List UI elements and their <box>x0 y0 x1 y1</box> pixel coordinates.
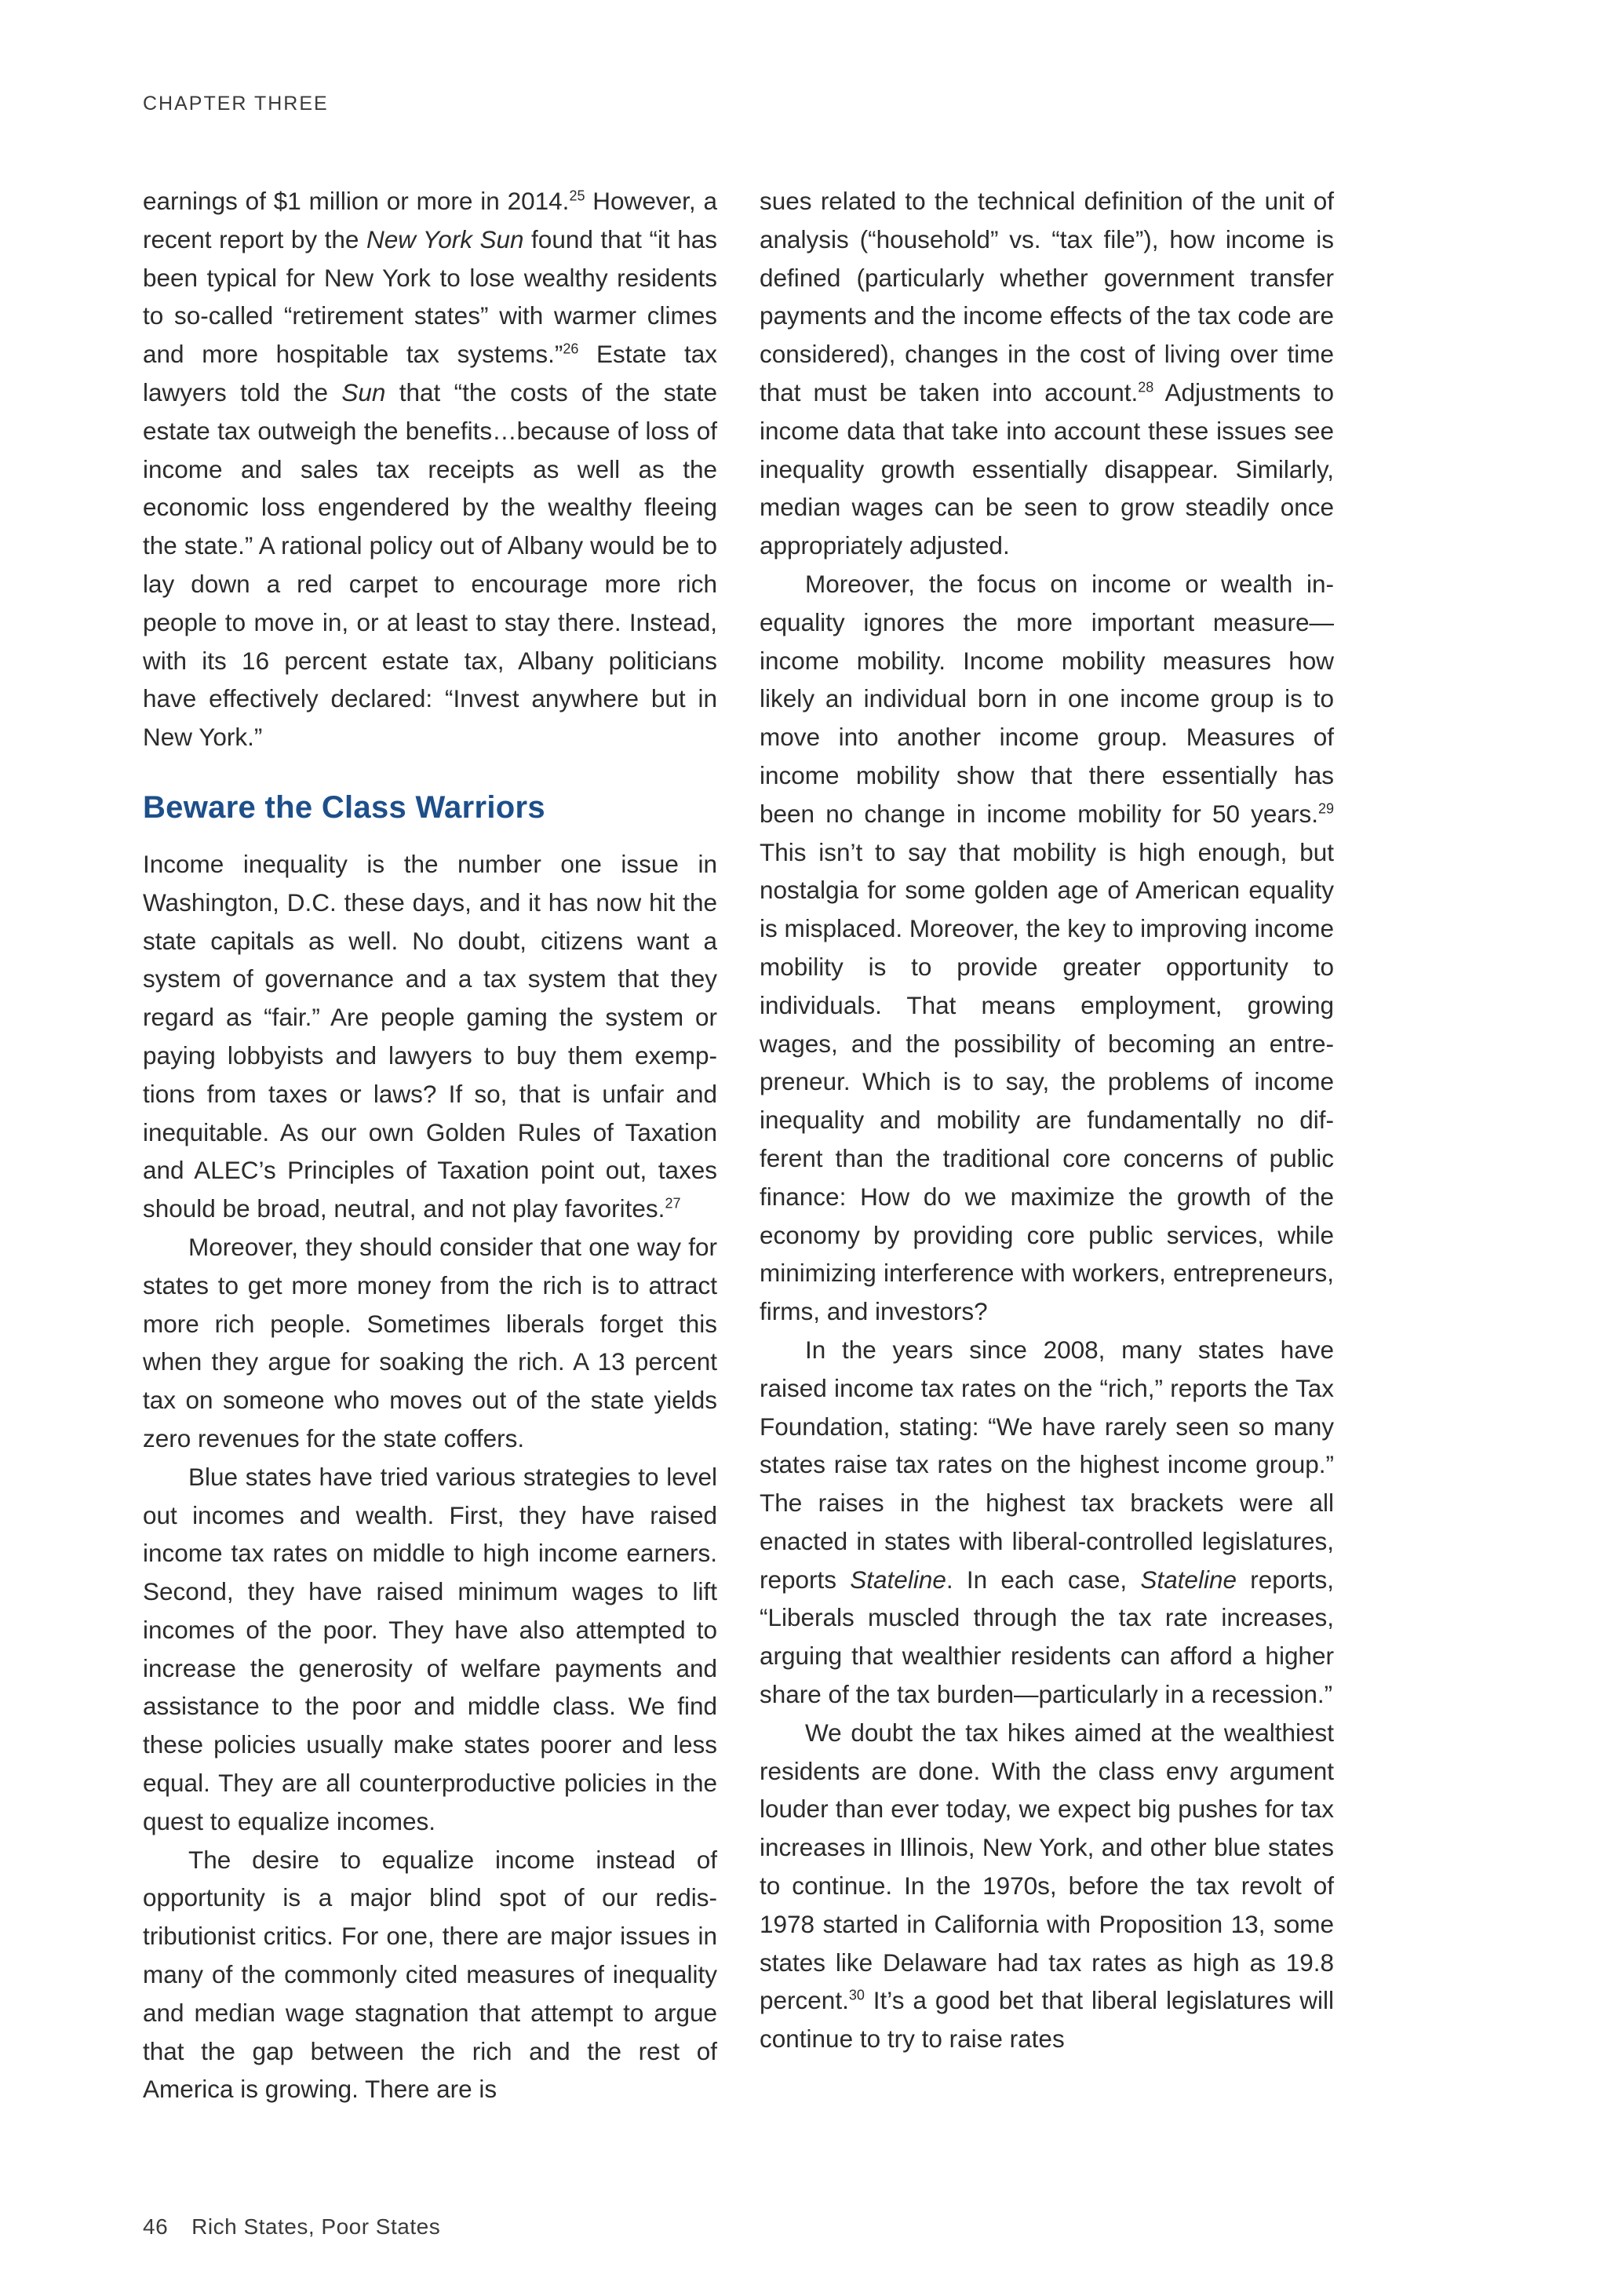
paragraph: Income inequality is the number one issue in Washington, D.C. these days, and it has now hit the state capitals as well. No doubt, citizens want a system of governance and a tax system that they regard as “fair.” Are people gaming the system or paying lobbyists and lawyers to buy them exemptions from taxes or laws? If so, that is unfair and inequitable. As our own Golden Rules of Taxation and ALEC’s Principles of Taxation point out, taxes should be broad, neutral, and not play favorites.$^{27}$ <box>143 849 717 1223</box>
paragraph: The desire to equalize income instead of opportunity is a major blind spot of our redistributionist critics. For one, there are major issues in many of the commonly cited measures of inequality and median wage stagnation that attempt to argue that the gap between the rich and the rest of America is growing. There are is <box>143 1845 717 2104</box>
page-number: 46 <box>143 2214 169 2239</box>
footnote-ref: 27 <box>665 1195 681 1212</box>
footnote-ref: 25 <box>569 188 585 204</box>
right-column <box>760 182 1334 2058</box>
running-head: CHAPTER THREE <box>143 93 329 115</box>
paragraph: We doubt the tax hikes aimed at the wealthiest residents are done. With the class envy argument louder than ever today, we expect big pushes for tax increases in Illinois, New York, and other blue states to continue. In the 1970s, before the tax revolt of 1978 started in California with Proposition 13, some states like Delaware had tax rates as high as 19.8 percent.$^{30}$ It’s a good bet that liberal legislatures will continue to try to raise rates <box>760 1718 1334 2054</box>
paragraph: Moreover, they should consider that one way for states to get more money from the rich is to attract more rich people. Sometimes liberals forget this when they argue for soaking the rich. A 13 percent tax on someone who moves out of the state yields zero revenues for the state coffers. <box>143 1232 717 1452</box>
section-heading: Beware the Class Warriors <box>143 789 545 825</box>
paragraph: Blue states have tried various strategies to level out incomes and wealth. First, they have raised income tax rates on middle to high income earners. Second, they have raised minimum wages to lift incomes of the poor. They have also attempted to increase the generosity of welfare payments and assistance to the poor and middle class. We find these policies usually make states poorer and less equal. They are all counterproductive policies in the quest to equalize incomes. <box>143 1462 717 1835</box>
paragraph: Moreover, the focus on income or wealth inequality ignores the more important measure—income mobility. Income mobility measures how likely an individual born in one income group is to move into another income group. Measures of income mobility show that there essentially has been no change in income mobility for 50 years.$^{29}$ This isn’t to say that mobility is high enough, but nostalgia for some golden age of American equality is misplaced. Moreover, the key to improving income mobility is to provide greater opportunity to individuals. That means employment, growing wages, and the possibility of becoming an entrepreneur. Which is to say, the problems of income inequality and mobility are fundamentally no different than the traditional core concerns of public finance: How do we maximize the growth of the economy by providing core public services, while minimizing interference with workers, entrepreneurs, firms, and investors? <box>760 569 1334 1326</box>
paragraph: sues related to the technical definition of the unit of analysis (“household” vs. “tax file”), how income is defined (particularly whether government transfer payments and the income effects of the tax code are considered), changes in the cost of living over time that must be taken into account.$^{28}$ Adjustments to income data that take into account these issues see inequality growth essentially disappear. Similarly, median wages can be seen to grow steadily once appropriately adjusted. <box>760 187 1334 560</box>
footnote-ref: 28 <box>1138 379 1154 395</box>
footnote-ref: 26 <box>563 341 579 357</box>
footnote-ref: 29 <box>1317 800 1334 817</box>
paragraph: earnings of $1 million or more in 2014.25 However, a recent report by the New York Sun found that “it has been typical for New York to lose wealthy residents to so-called “retirement states” with warmer climes and more hospitable tax systems.”$^{26}$ Estate tax lawyers told the Sun that “the costs of the state estate tax outweigh the benefits…because of loss of income and sales tax receipts as well as the economic loss engendered by the wealthy fleeing the state.” A rational policy out of Albany would be to lay down a red carpet to encourage more rich people to move in, or at least to stay there. Instead, with its 16 percent estate tax, Albany politicians have effectively declared: “Invest anywhere but in New York.” <box>143 187 718 752</box>
publication-title: Rich States, Poor States <box>191 2214 441 2239</box>
page-footer <box>143 2214 440 2240</box>
left-column <box>143 182 717 2108</box>
footnote-ref: 30 <box>848 1987 865 2003</box>
paragraph: In the years since 2008, many states have raised income tax rates on the “rich,” reports the Tax Foundation, stating: “We have rarely seen so many states raise tax rates on the highest income group.” The raises in the highest tax brackets were all enacted in states with liberal-controlled legislatures, reports Stateline. In each case, Stateline reports, “Liberals muscled through the tax rate increases, arguing that wealthier residents can afford a higher share of the tax burden—particularly in a recession.” <box>760 1335 1334 1709</box>
